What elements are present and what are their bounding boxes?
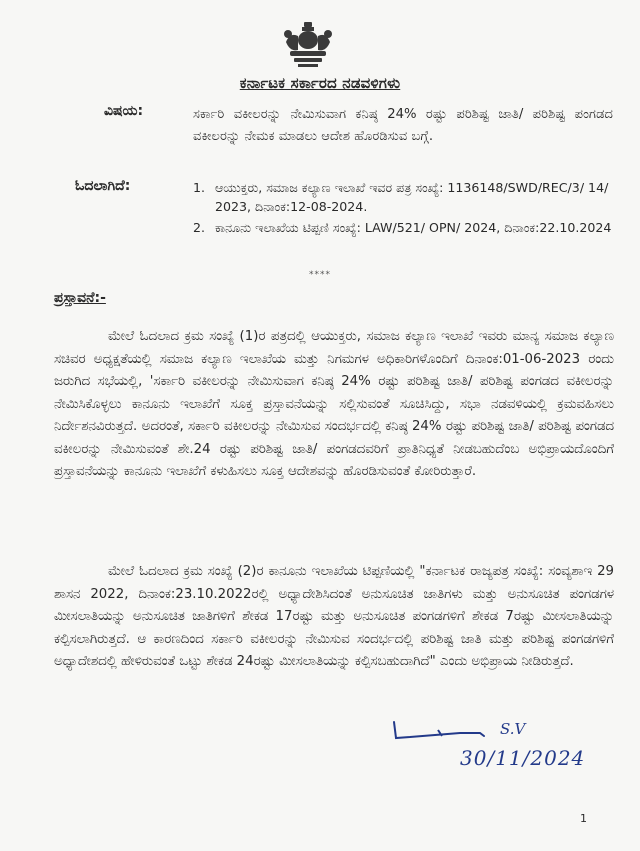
reference-text: ಆಯುಕ್ತರು, ಸಮಾಜ ಕಲ್ಯಾಣ ಇಲಾಖೆ ಇವರ ಪತ್ರ ಸಂಖ್ಯೆ: 1136148/SWD/REC/3/ 14/ 2023, ದಿನಾಂಕ:12-08-2024. [215,180,609,214]
signature-initials: S.V [500,720,526,738]
reference-number: 1. [193,180,206,195]
subject-text: ಸರ್ಕಾರಿ ವಕೀಲರನ್ನು ನೇಮಿಸುವಾಗ ಕನಿಷ್ಠ 24% ರಷ್ಟು ಪರಿಶಿಷ್ಟ ಜಾತಿ/ ಪರಿಶಿಷ್ಟ ಪಂಗಡದ ವಕೀಲರನ್ನು ನೇಮಕ ಮಾಡಲು ಆದೇಶ ಹೊರಡಿಸುವ ಬಗ್ಗೆ. [193,107,613,144]
preamble-heading: ಪ್ರಸ್ತಾವನೆ:- [54,290,106,306]
paragraph: ಮೇಲೆ ಓದಲಾದ ಕ್ರಮ ಸಂಖ್ಯೆ (1)ರ ಪತ್ರದಲ್ಲಿ ಆಯುಕ್ತರು, ಸಮಾಜ ಕಲ್ಯಾಣ ಇಲಾಖೆ ಇವರು ಮಾನ್ಯ ಸಮಾಜ ಕಲ್ಯಾಣ ಸಚಿವರ ಅಧ್ಯಕ್ಷತೆಯಲ್ಲಿ ಸಮಾಜ ಕಲ್ಯಾಣ ಇಲಾಖೆಯ ಮತ್ತು ನಿಗಮಗಳ ಅಧಿಕಾರಿಗಳೊಂದಿಗೆ ದಿನಾಂಕ:01-06-2023 ರಂದು ಜರುಗಿದ ಸಭೆಯಲ್ಲಿ, 'ಸರ್ಕಾರಿ ವಕೀಲರನ್ನು ನೇಮಿಸುವಾಗ ಕನಿಷ್ಠ 24% ರಷ್ಟು ಪರಿಶಿಷ್ಟ ಜಾತಿ/ ಪರಿಶಿಷ್ಟ ಪಂಗಡದ ವಕೀಲರನ್ನು ನೇಮಿಸಿಕೊಳ್ಳಲು ಕಾನೂನು ಇಲಾಖೆಗೆ ಸೂಕ್ತ ಪ್ರಸ್ತಾವನೆಯನ್ನು ಸಲ್ಲಿಸುವಂತೆ ಸೂಚಿಸಿದ್ದು, ಸಭಾ ನಡವಳಿಯಲ್ಲಿ ಕ್ರಮವಹಿಸಲು ನಿರ್ದೇಶನವಿರುತ್ತದೆ. ಅದರಂತೆ, ಸರ್ಕಾರಿ ವಕೀಲರನ್ನು ನೇಮಿಸುವ ಸಂದರ್ಭದಲ್ಲಿ ಕನಿಷ್ಠ 24% ರಷ್ಟು ಪರಿಶಿಷ್ಟ ಜಾತಿ/ ಪರಿಶಿಷ್ಟ ಪಂಗಡದ ವಕೀಲರನ್ನು ನೇಮಿಸುವಂತೆ ಶೇ.24 ರಷ್ಟು ಪರಿಶಿಷ್ಟ ಜಾತಿ/ ಪಂಗಡದವರಿಗೆ ಪ್ರಾತಿನಿಧ್ಯತೆ ನೀಡಬಹುದೆಂಬ ಅಭಿಪ್ರಾಯದೊಂದಿಗೆ ಪ್ರಸ್ತಾವನೆಯನ್ನು ಕಾನೂನು ಇಲಾಖೆಗೆ ಕಳುಹಿಸಲು ಸೂಕ್ತ ಆದೇಶವನ್ನು ಹೊರಡಿಸುವಂತೆ ಕೋರಿರುತ್ತಾರೆ. [54,329,614,479]
reference-item [193,218,613,237]
signature-scribble-icon [390,720,490,742]
reference-number: 2. [193,220,206,235]
page-number: 1 [580,812,587,825]
reference-item [193,178,613,216]
signature-date: 30/11/2024 [460,746,586,770]
document-title: ಕರ್ನಾಟಕ ಸರ್ಕಾರದ ನಡವಳಿಗಳು [239,74,401,92]
references-list [193,178,613,239]
reference-text: ಕಾನೂನು ಇಲಾಖೆಯ ಟಿಪ್ಪಣಿ ಸಂಖ್ಯೆ: LAW/521/ OPN/ 2024, ದಿನಾಂಕ:22.10.2024 [215,220,612,235]
references-label: ಓದಲಾಗಿದೆ: [75,178,131,194]
section-separator: **** [309,270,331,280]
signature-block [390,718,610,788]
karnataka-emblem-icon [280,20,336,70]
subject-label: ವಿಷಯ: [104,103,144,119]
paragraph: ಮೇಲೆ ಓದಲಾದ ಕ್ರಮ ಸಂಖ್ಯೆ (2)ರ ಕಾನೂನು ಇಲಾಖೆಯ ಟಿಪ್ಪಣಿಯಲ್ಲಿ "ಕರ್ನಾಟಕ ರಾಜ್ಯಪತ್ರ ಸಂಖ್ಯೆ: ಸಂವ್ಯಶಾಇ 29 ಶಾಸನ 2022, ದಿನಾಂಕ:23.10.2022ರಲ್ಲಿ ಅಧ್ಯಾದೇಶಿಸಿದಂತೆ ಅನುಸೂಚಿತ ಜಾತಿಗಳು ಮತ್ತು ಅನುಸೂಚಿತ ಪಂಗಡಗಳ ಮೀಸಲಾತಿಯನ್ನು ಅನುಸೂಚಿತ ಜಾತಿಗಳಿಗೆ ಶೇಕಡ 17ರಷ್ಟು ಮತ್ತು ಅನುಸೂಚಿತ ಪಂಗಡಗಳಿಗೆ ಶೇಕಡ 7ರಷ್ಟು ಮೀಸಲಾತಿಯನ್ನು ಕಲ್ಪಿಸಲಾಗಿರುತ್ತದೆ. ಆ ಕಾರಣದಿಂದ ಸರ್ಕಾರಿ ವಕೀಲರನ್ನು ನೇಮಿಸುವ ಸಂದರ್ಭದಲ್ಲಿ ಪರಿಶಿಷ್ಟ ಜಾತಿ ಮತ್ತು ಪರಿಶಿಷ್ಟ ಪಂಗಡಗಳಿಗೆ ಅಧ್ಯಾದೇಶದಲ್ಲಿ ಹೇಳಿರುವಂತೆ ಒಟ್ಟು ಶೇಕಡ 24ರಷ್ಟು ಮೀಸಲಾತಿಯನ್ನು ಕಲ್ಪಿಸಬಹುದಾಗಿದೆ" ಎಂದು ಅಭಿಪ್ರಾಯ ನೀಡಿರುತ್ತದೆ. [54,564,614,669]
